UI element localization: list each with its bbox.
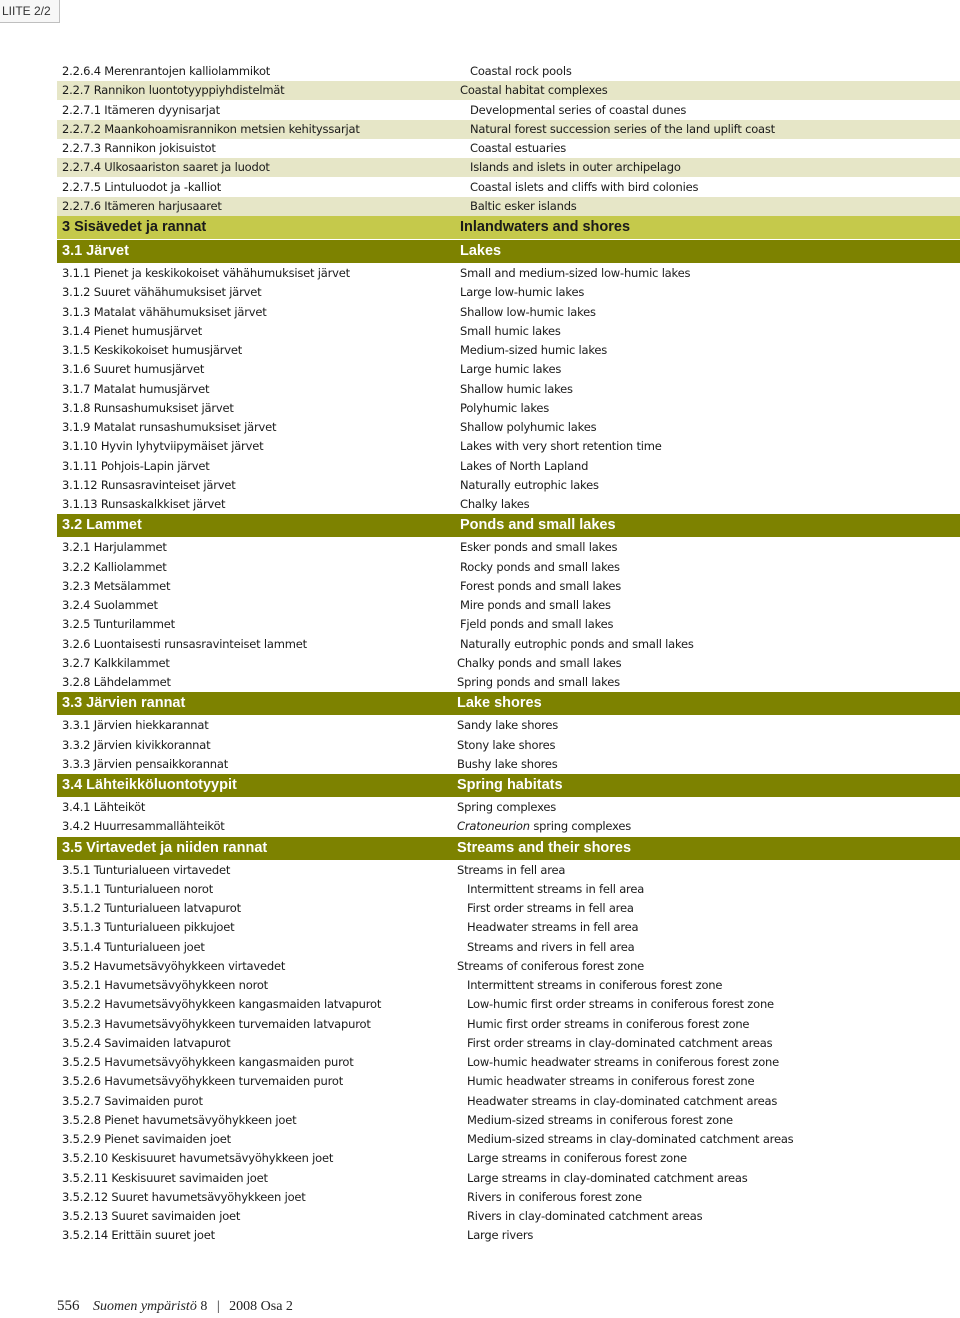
- attachment-label: LIITE 2/2: [0, 0, 60, 23]
- finnish-name: 3.3.2 Järvien kivikkorannat: [62, 737, 211, 752]
- english-name: Islands and islets in outer archipelago: [470, 160, 681, 175]
- table-row: [57, 1111, 960, 1130]
- english-name: Low-humic first order streams in coniferous forest zone: [467, 997, 774, 1012]
- finnish-name: 3.2.1 Harjulammet: [62, 540, 167, 555]
- finnish-name: 2.2.6.4 Merenrantojen kalliolammikot: [62, 64, 271, 78]
- finnish-name: 2.2.7.5 Lintuluodot ja -kalliot: [62, 179, 222, 194]
- english-name: Coastal rock pools: [470, 64, 572, 78]
- english-name: Spring habitats: [457, 777, 563, 793]
- finnish-name: 3.5.2.11 Keskisuuret savimaiden joet: [62, 1170, 268, 1185]
- finnish-name: 3.1.7 Matalat humusjärvet: [62, 381, 210, 396]
- english-name: Coastal islets and cliffs with bird colonies: [470, 179, 699, 194]
- english-name: Large rivers: [467, 1228, 534, 1243]
- table-row: [57, 476, 960, 495]
- finnish-name: 3.1.13 Runsaskalkkiset järvet: [62, 497, 226, 511]
- finnish-name: 3.1.5 Keskikokoiset humusjärvet: [62, 343, 243, 357]
- table-row: [57, 558, 960, 577]
- finnish-name: 3.5.2.9 Pienet savimaiden joet: [62, 1132, 231, 1146]
- finnish-name: 3.5.2.2 Havumetsävyöhykkeen kangasmaiden latvapurot: [62, 997, 382, 1012]
- table-row: [57, 197, 960, 216]
- english-name: Large streams in clay-dominated catchment areas: [467, 1170, 748, 1185]
- page-number: 556: [57, 1298, 80, 1314]
- table-row: [57, 1149, 960, 1168]
- table-row: [57, 596, 960, 615]
- section-heading-row: [57, 514, 960, 537]
- finnish-name: 3.2.4 Suolammet: [62, 598, 158, 612]
- table-row: [57, 1015, 960, 1034]
- english-name: Low-humic headwater streams in coniferous forest zone: [467, 1055, 780, 1069]
- english-name: Shallow polyhumic lakes: [460, 420, 597, 434]
- english-name: Intermittent streams in coniferous forest zone: [467, 978, 723, 992]
- english-name: Headwater streams in fell area: [467, 920, 639, 935]
- finnish-name: 2.2.7.2 Maankohoamisrannikon metsien kehityssarjat: [62, 121, 360, 136]
- finnish-name: 3.1 Järvet: [62, 243, 129, 259]
- table-row: [57, 798, 960, 817]
- finnish-name: 3.2 Lammet: [62, 517, 142, 534]
- finnish-name: 3.5.1 Tunturialueen virtavedet: [62, 862, 231, 877]
- finnish-name: 3.1.6 Suuret humusjärvet: [62, 362, 205, 377]
- finnish-name: 2.2.7.1 Itämeren dyynisarjat: [62, 102, 220, 117]
- table-row: [57, 101, 960, 120]
- english-name: Fjeld ponds and small lakes: [460, 617, 614, 632]
- table-row: [57, 673, 960, 692]
- finnish-name: 3.3 Järvien rannat: [62, 695, 186, 712]
- finnish-name: 3.5.2.1 Havumetsävyöhykkeen norot: [62, 978, 268, 992]
- english-name: Coastal estuaries: [470, 141, 567, 155]
- finnish-name: 3.2.2 Kalliolammet: [62, 559, 167, 574]
- english-name: Rivers in clay-dominated catchment areas: [467, 1209, 703, 1223]
- table-row: [57, 322, 960, 341]
- section-heading-row: [57, 774, 960, 797]
- english-name: Spring complexes: [457, 800, 557, 814]
- finnish-name: 3.4.2 Huurresammallähteiköt: [62, 819, 225, 834]
- table-row: [57, 380, 960, 399]
- english-name: Shallow humic lakes: [460, 381, 573, 396]
- english-name: Inlandwaters and shores: [460, 219, 631, 235]
- table-row: [57, 957, 960, 976]
- english-name: Intermittent streams in fell area: [467, 881, 645, 896]
- table-row: [57, 1226, 960, 1245]
- english-name: Large low-humic lakes: [460, 285, 585, 300]
- finnish-name: 3.5.1.1 Tunturialueen norot: [62, 881, 214, 896]
- table-row: [57, 120, 960, 139]
- english-name: Streams in fell area: [457, 862, 566, 877]
- table-row: [57, 399, 960, 418]
- table-row: [57, 457, 960, 476]
- finnish-name: 3.4 Lähteikköluontotyypit: [62, 777, 237, 793]
- english-name: Spring ponds and small lakes: [457, 675, 620, 689]
- finnish-name: 3.5.2.7 Savimaiden purot: [62, 1093, 203, 1108]
- table-row: [57, 538, 960, 557]
- english-name: Medium-sized streams in clay-dominated catchment areas: [467, 1132, 794, 1146]
- english-name: Developmental series of coastal dunes: [470, 102, 687, 117]
- table-row: [57, 283, 960, 302]
- english-name: Streams and their shores: [457, 839, 632, 856]
- english-name: Naturally eutrophic lakes: [460, 477, 599, 492]
- finnish-name: 3.5.2.13 Suuret savimaiden joet: [62, 1209, 241, 1223]
- english-name: Polyhumic lakes: [460, 400, 550, 415]
- table-row: [57, 437, 960, 456]
- english-name: Natural forest succession series of the land uplift coast: [470, 121, 775, 136]
- finnish-name: 3.5 Virtavedet ja niiden rannat: [62, 839, 268, 856]
- finnish-name: 3.5.2.6 Havumetsävyöhykkeen turvemaiden purot: [62, 1074, 344, 1089]
- english-name: Streams of coniferous forest zone: [457, 958, 645, 973]
- table-row: [57, 716, 960, 735]
- section-heading-row: [57, 240, 960, 263]
- english-name: Baltic esker islands: [470, 198, 577, 213]
- issue-number: 8: [200, 1299, 208, 1314]
- finnish-name: 3.1.10 Hyvin lyhytviipymäiset järvet: [62, 439, 264, 454]
- english-name: Humic headwater streams in coniferous forest zone: [467, 1074, 755, 1089]
- table-row: [57, 360, 960, 379]
- table-row: [57, 615, 960, 634]
- english-name: Chalky lakes: [460, 497, 530, 511]
- table-row: [57, 81, 960, 100]
- finnish-name: 2.2.7.3 Rannikon jokisuistot: [62, 141, 216, 155]
- english-name: Medium-sized humic lakes: [460, 343, 608, 357]
- table-row: [57, 736, 960, 755]
- page-footer: [57, 1298, 293, 1318]
- english-name: Forest ponds and small lakes: [460, 578, 622, 593]
- english-name: Lakes with very short retention time: [460, 439, 662, 454]
- english-name: Small humic lakes: [460, 323, 561, 338]
- table-row: [57, 303, 960, 322]
- finnish-name: 3.5.2.10 Keskisuuret havumetsävyöhykkeen joet: [62, 1151, 334, 1166]
- table-row: [57, 755, 960, 774]
- english-name: Mire ponds and small lakes: [460, 598, 611, 612]
- table-row: [57, 418, 960, 437]
- english-name: [457, 817, 631, 836]
- table-row: [57, 918, 960, 937]
- finnish-name: 3.2.8 Lähdelammet: [62, 675, 171, 689]
- english-name: Rivers in coniferous forest zone: [467, 1189, 642, 1204]
- finnish-name: 3.5.2.3 Havumetsävyöhykkeen turvemaiden latvapurot: [62, 1016, 371, 1031]
- finnish-name: 2.2.7 Rannikon luontotyyppiyhdistelmät: [62, 83, 285, 98]
- finnish-name: 3.1.8 Runsashumuksiset järvet: [62, 400, 234, 415]
- finnish-name: 3.1.11 Pohjois-Lapin järvet: [62, 458, 210, 473]
- english-name: Streams and rivers in fell area: [467, 939, 635, 954]
- english-name: Lakes: [460, 243, 502, 259]
- finnish-name: 3.5.2.12 Suuret havumetsävyöhykkeen joet: [62, 1189, 306, 1204]
- finnish-name: 3.5.2.4 Savimaiden latvapurot: [62, 1035, 231, 1050]
- table-row: [57, 178, 960, 197]
- table-row: [57, 654, 960, 673]
- finnish-name: 3.3.1 Järvien hiekkarannat: [62, 718, 209, 733]
- english-name: Shallow low-humic lakes: [460, 304, 596, 319]
- attachment-tab: [0, 0, 960, 22]
- table-row: [57, 635, 960, 654]
- table-row: [57, 976, 960, 995]
- table-row: [57, 1130, 960, 1149]
- english-name: Coastal habitat complexes: [460, 83, 608, 98]
- finnish-name: 3.4.1 Lähteiköt: [62, 800, 146, 814]
- finnish-name: 3.2.6 Luontaisesti runsasravinteiset lammet: [62, 636, 307, 651]
- finnish-name: 3.2.5 Tunturilammet: [62, 617, 175, 632]
- table-row: [57, 1034, 960, 1053]
- finnish-name: 3.1.12 Runsasravinteiset järvet: [62, 477, 236, 492]
- finnish-name: 2.2.7.6 Itämeren harjusaaret: [62, 198, 222, 213]
- finnish-name: 3 Sisävedet ja rannat: [62, 219, 207, 235]
- publication-name: Suomen ympäristö: [93, 1299, 197, 1314]
- section-heading-row: [57, 216, 960, 239]
- table-row: [57, 938, 960, 957]
- table-row: [57, 577, 960, 596]
- english-name: Medium-sized streams in coniferous forest zone: [467, 1112, 733, 1127]
- finnish-name: 3.5.2.5 Havumetsävyöhykkeen kangasmaiden purot: [62, 1055, 354, 1069]
- table-row: [57, 62, 960, 81]
- section-heading-row: [57, 692, 960, 715]
- finnish-name: 3.1.1 Pienet ja keskikokoiset vähähumuksiset järvet: [62, 266, 350, 280]
- finnish-name: 3.1.2 Suuret vähähumuksiset järvet: [62, 285, 262, 300]
- english-name: Lakes of North Lapland: [460, 458, 589, 473]
- english-name: Headwater streams in clay-dominated catchment areas: [467, 1093, 778, 1108]
- section-heading-row: [57, 837, 960, 860]
- table-row: [57, 861, 960, 880]
- finnish-name: 3.5.1.3 Tunturialueen pikkujoet: [62, 920, 235, 935]
- english-name: Lake shores: [457, 695, 542, 712]
- finnish-name: 3.5.2 Havumetsävyöhykkeen virtavedet: [62, 958, 286, 973]
- english-name: First order streams in fell area: [467, 901, 634, 915]
- finnish-name: 3.1.4 Pienet humusjärvet: [62, 323, 203, 338]
- finnish-name: 3.5.1.2 Tunturialueen latvapurot: [62, 901, 241, 915]
- english-name: Naturally eutrophic ponds and small lakes: [460, 636, 694, 651]
- english-name: First order streams in clay-dominated catchment areas: [467, 1035, 773, 1050]
- finnish-name: 3.2.3 Metsälammet: [62, 578, 171, 593]
- finnish-name: 3.1.3 Matalat vähähumuksiset järvet: [62, 304, 267, 319]
- table-row: [57, 1053, 960, 1072]
- table-row: [57, 880, 960, 899]
- table-row: [57, 1207, 960, 1226]
- english-name: Humic first order streams in coniferous forest zone: [467, 1016, 750, 1031]
- english-name: Rocky ponds and small lakes: [460, 559, 620, 574]
- table-row: [57, 1169, 960, 1188]
- english-name: Small and medium-sized low-humic lakes: [460, 266, 691, 280]
- year-and-part: 2008 Osa 2: [229, 1299, 293, 1314]
- footer-separator: |: [216, 1299, 220, 1314]
- table-row: [57, 158, 960, 177]
- english-name: Chalky ponds and small lakes: [457, 655, 622, 670]
- english-name: Sandy lake shores: [457, 718, 559, 733]
- table-row: [57, 995, 960, 1014]
- english-name: Ponds and small lakes: [460, 517, 616, 534]
- english-name: Bushy lake shores: [457, 756, 558, 771]
- table-row: [57, 341, 960, 360]
- finnish-name: 2.2.7.4 Ulkosaariston saaret ja luodot: [62, 160, 270, 175]
- table-row: [57, 899, 960, 918]
- table-row: [57, 1188, 960, 1207]
- table-row: [57, 495, 960, 514]
- finnish-name: 3.3.3 Järvien pensaikkorannat: [62, 756, 229, 771]
- finnish-name: 3.1.9 Matalat runsashumuksiset järvet: [62, 420, 277, 434]
- english-name: Esker ponds and small lakes: [460, 540, 618, 555]
- table-row: [57, 1092, 960, 1111]
- table-row: [57, 264, 960, 283]
- english-name-rest: spring complexes: [529, 819, 632, 834]
- table-row: [57, 1072, 960, 1091]
- table-row: [57, 817, 960, 836]
- english-name: Large humic lakes: [460, 362, 562, 377]
- finnish-name: 3.5.1.4 Tunturialueen joet: [62, 939, 205, 954]
- finnish-name: 3.5.2.14 Erittäin suuret joet: [62, 1228, 215, 1243]
- english-name: Stony lake shores: [457, 737, 556, 752]
- table-row: [57, 139, 960, 158]
- finnish-name: 3.5.2.8 Pienet havumetsävyöhykkeen joet: [62, 1112, 297, 1127]
- english-name-italic: Cratoneurion: [457, 819, 530, 834]
- english-name: Large streams in coniferous forest zone: [467, 1151, 687, 1166]
- finnish-name: 3.2.7 Kalkkilammet: [62, 655, 170, 670]
